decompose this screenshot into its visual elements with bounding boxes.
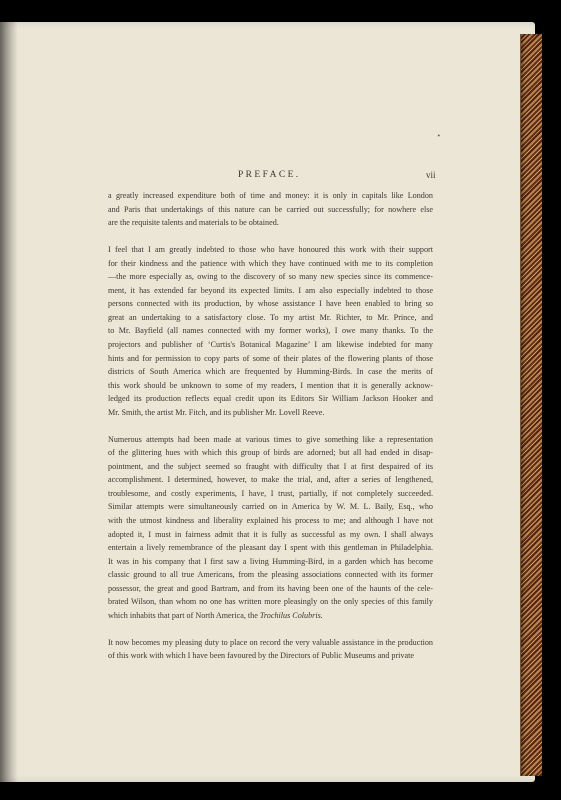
text-line: I feel that I am greatly indebted to those who have honoured this work with their support <box>108 245 433 255</box>
text-line: brated Wilson, than whom no one has written more pleasingly on the only species of this family <box>108 597 433 607</box>
text-fragment: which inhabits that part of North America, the <box>108 610 258 620</box>
text-line: —the more especially as, owing to the discovery of so many new species since its commence- <box>108 272 433 282</box>
species-name: Trochilus Colubris. <box>259 610 323 620</box>
page-number: vii <box>426 170 436 180</box>
text-line: Similar attempts were simultaneously carried on in America by W. M. L. Baily, Esq., who <box>108 502 433 512</box>
paragraph <box>108 636 433 663</box>
text-line: great an undertaking to a satisfactory close. To my artist Mr. Richter, to Mr. Prince, and <box>108 312 433 322</box>
text-line: a greatly increased expenditure both of time and money: it is only in capitals like London <box>108 191 433 200</box>
text-line: for their kindness and the patience with which they have continued with me to its completion <box>108 258 433 268</box>
text-line: ment, it has extended far beyond its expected limits. I am also especially indebted to those <box>108 285 433 295</box>
text-line: and Paris that undertakings of this nature can be carried out successfully; for nowhere else <box>108 204 433 214</box>
text-line: this work should be unknown to some of my readers, I mention that it is generally acknow- <box>108 380 433 390</box>
text-line: of the glittering hues with which this group of birds are adorned; but all had ended in disap- <box>108 448 433 458</box>
text-line: are the requisite talents and materials to be obtained. <box>108 218 279 228</box>
paragraph <box>108 433 433 623</box>
paragraph <box>108 189 433 230</box>
body-text <box>108 189 433 663</box>
text-line: Numerous attempts had been made at various times to give something like a representation <box>108 434 433 444</box>
text-line: accomplishment. I determined, however, to make the trial, and, after a series of lengthened, <box>108 475 433 485</box>
page-speck: • <box>437 133 441 140</box>
text-line <box>108 609 433 623</box>
text-line: classic ground to all true Americans, from the pleasing associations connected with its former <box>108 570 433 580</box>
text-line: with the utmost kindness and liberality explained his process to me; and although I have not <box>108 516 433 526</box>
paragraph-gap <box>108 230 433 244</box>
running-header <box>0 170 535 184</box>
paragraph-gap <box>108 419 433 433</box>
text-line: adopted it, I must in fairness admit that it is fully as successful as my own. I shall always <box>108 529 433 539</box>
text-line: persons connected with its production, by whose assistance I have been enabled to bring so <box>108 299 433 309</box>
text-line: of this work with which I have been favoured by the Directors of Public Museums and private <box>108 651 414 661</box>
text-line: It was in his company that I first saw a living Humming-Bird, in a garden which has become <box>108 556 433 566</box>
marbled-page-edge <box>520 34 542 776</box>
text-line: entertain a lively remembrance of the pleasant day I spent with this gentleman in Philadelphia. <box>108 543 433 553</box>
running-title: PREFACE. <box>238 170 301 180</box>
paragraph-gap <box>108 622 433 636</box>
text-line: hints and for permission to copy parts of some of their plates of the flowering plants of those <box>108 353 433 363</box>
text-line: districts of South America which are frequented by Humming-Birds. In case the merits of <box>108 367 433 377</box>
text-line: It now becomes my pleasing duty to place on record the very valuable assistance in the production <box>108 637 433 647</box>
text-line: projectors and publisher of ‘Curtis's Botanical Magazine’ I am likewise indebted for many <box>108 339 433 349</box>
text-line: to Mr. Bayfield (all names connected with my former works), I owe many thanks. To the <box>108 326 433 336</box>
page-gutter-shadow <box>0 22 18 782</box>
text-line: possessor, the great and good Bartram, and from its having been one of the haunts of the cele- <box>108 583 433 593</box>
paragraph <box>108 243 433 419</box>
text-line: ledged its production reflects equal credit upon its Editors Sir William Jackson Hooker and <box>108 394 433 404</box>
text-line: pointment, and the subject seemed so fraught with difficulty that I at first despaired of its <box>108 461 433 471</box>
text-line: troublesome, and costly experiments, I have, I trust, partially, if not completely succeeded. <box>108 488 433 498</box>
text-line: Mr. Smith, the artist Mr. Fitch, and its publisher Mr. Lovell Reeve. <box>108 407 325 417</box>
